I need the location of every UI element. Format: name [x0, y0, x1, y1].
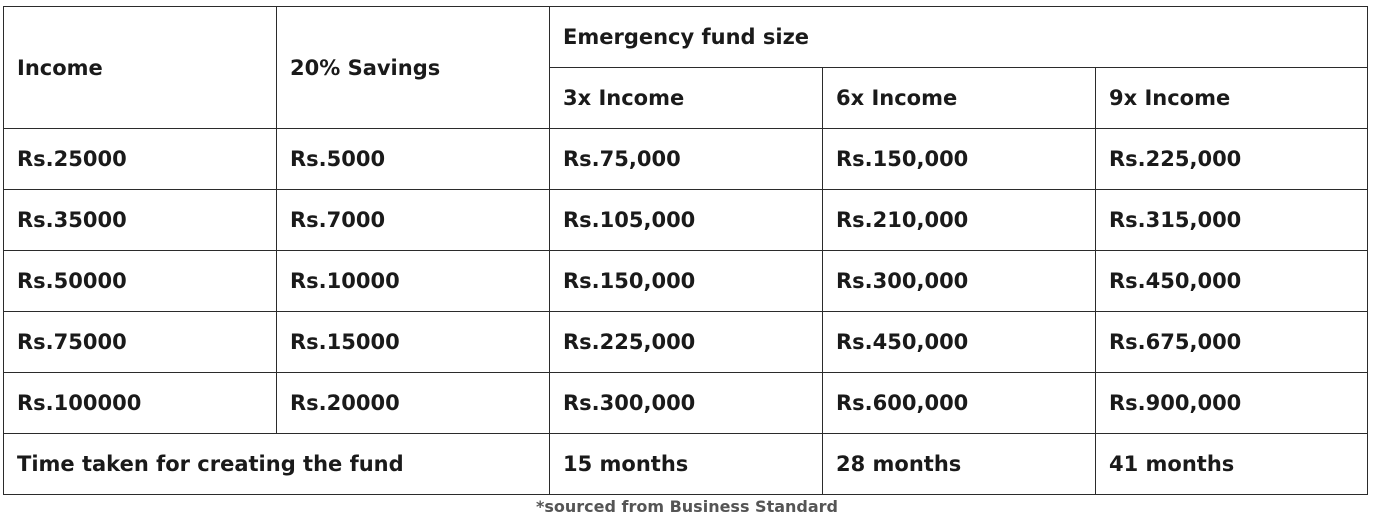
header-savings: 20% Savings [277, 7, 550, 129]
header-row-top [4, 7, 1368, 68]
cell-9x: Rs.900,000 [1096, 373, 1368, 434]
cell-income: Rs.35000 [4, 190, 277, 251]
table-row [4, 251, 1368, 312]
header-3x-income: 3x Income [550, 68, 823, 129]
cell-savings: Rs.7000 [277, 190, 550, 251]
cell-3x: Rs.300,000 [550, 373, 823, 434]
cell-6x: Rs.600,000 [823, 373, 1096, 434]
cell-6x: Rs.450,000 [823, 312, 1096, 373]
cell-savings: Rs.15000 [277, 312, 550, 373]
footer-6x-months: 28 months [823, 434, 1096, 495]
cell-income: Rs.50000 [4, 251, 277, 312]
cell-3x: Rs.225,000 [550, 312, 823, 373]
emergency-fund-table [3, 6, 1368, 495]
footer-3x-months: 15 months [550, 434, 823, 495]
table-row [4, 190, 1368, 251]
cell-savings: Rs.10000 [277, 251, 550, 312]
cell-3x: Rs.150,000 [550, 251, 823, 312]
footer-row [4, 434, 1368, 495]
cell-6x: Rs.210,000 [823, 190, 1096, 251]
cell-9x: Rs.315,000 [1096, 190, 1368, 251]
footer-time-taken-label: Time taken for creating the fund [4, 434, 550, 495]
cell-3x: Rs.105,000 [550, 190, 823, 251]
cell-income: Rs.75000 [4, 312, 277, 373]
cell-6x: Rs.150,000 [823, 129, 1096, 190]
cell-savings: Rs.20000 [277, 373, 550, 434]
source-note: *sourced from Business Standard [535, 497, 838, 516]
table-row [4, 373, 1368, 434]
cell-9x: Rs.225,000 [1096, 129, 1368, 190]
cell-9x: Rs.450,000 [1096, 251, 1368, 312]
header-emergency-fund-size: Emergency fund size [550, 7, 1368, 68]
cell-9x: Rs.675,000 [1096, 312, 1368, 373]
header-6x-income: 6x Income [823, 68, 1096, 129]
header-9x-income: 9x Income [1096, 68, 1368, 129]
table-row [4, 129, 1368, 190]
cell-6x: Rs.300,000 [823, 251, 1096, 312]
cell-savings: Rs.5000 [277, 129, 550, 190]
footer-9x-months: 41 months [1096, 434, 1368, 495]
table-row [4, 312, 1368, 373]
header-income: Income [4, 7, 277, 129]
cell-income: Rs.25000 [4, 129, 277, 190]
cell-3x: Rs.75,000 [550, 129, 823, 190]
cell-income: Rs.100000 [4, 373, 277, 434]
